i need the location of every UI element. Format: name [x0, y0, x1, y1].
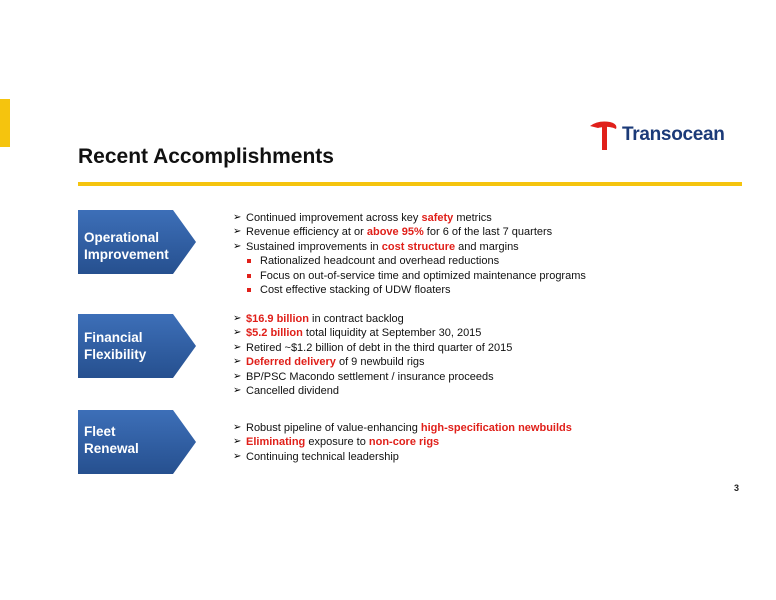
bullet-item: ➢ Robust pipeline of value-enhancing high-specification newbuilds [233, 422, 572, 434]
arrow-bullet-icon: ➢ [233, 240, 242, 252]
arrow-bullet-icon: ➢ [233, 385, 242, 397]
arrow-bullet-icon: ➢ [233, 356, 242, 368]
title-underline [78, 182, 742, 186]
square-bullet-icon [247, 259, 251, 263]
chevron-label-line1: Fleet [84, 424, 116, 439]
chevron-financial-flexibility [78, 314, 198, 378]
chevron-operational-improvement [78, 210, 198, 274]
chevron-label-line2: Flexibility [84, 347, 147, 362]
sub-bullet-item: Focus on out-of-service time and optimized maintenance programs [233, 269, 586, 283]
chevron-label-line1: Financial [84, 330, 143, 345]
chevron-label-line1: Operational [84, 230, 160, 245]
bullet-list-operational [233, 211, 586, 297]
bullet-item: ➢ Cancelled dividend [233, 385, 339, 398]
bullet-item: ➢ Continued improvement across key safety metrics [233, 212, 492, 224]
bullet-list-fleet [233, 421, 572, 464]
bullet-list-financial [233, 312, 512, 398]
arrow-bullet-icon: ➢ [233, 450, 242, 462]
arrow-bullet-icon: ➢ [233, 212, 242, 223]
arrow-bullet-icon: ➢ [233, 313, 242, 324]
arrow-bullet-icon: ➢ [233, 370, 242, 382]
sub-bullet-item: Cost effective stacking of UDW floaters [233, 283, 586, 297]
bullet-item: ➢ $16.9 billion in contract backlog [233, 313, 404, 325]
arrow-bullet-icon: ➢ [233, 341, 242, 353]
bullet-item: ➢ $5.2 billion total liquidity at September 30, 2015 [233, 327, 482, 340]
logo-text: Transocean [622, 124, 725, 145]
sub-bullet-item: Rationalized headcount and overhead reductions [233, 254, 586, 268]
transocean-logo [588, 118, 725, 152]
accent-bar [0, 99, 10, 147]
square-bullet-icon [247, 288, 251, 292]
chevron-label-line2: Renewal [84, 441, 139, 456]
bullet-item: ➢ Deferred delivery of 9 newbuild rigs [233, 356, 425, 369]
bullet-item: ➢ Eliminating exposure to non-core rigs [233, 436, 440, 449]
arrow-bullet-icon: ➢ [233, 327, 242, 339]
transocean-logo-icon [588, 118, 620, 152]
page-title: Recent Accomplishments [78, 145, 334, 168]
arrow-bullet-icon: ➢ [233, 226, 242, 238]
square-bullet-icon [247, 274, 251, 278]
chevron-fleet-renewal [78, 410, 198, 474]
bullet-item: ➢ Sustained improvements in cost structure and margins [233, 240, 519, 253]
arrow-bullet-icon: ➢ [233, 436, 242, 448]
chevron-label-line2: Improvement [84, 247, 169, 262]
bullet-item: ➢ BP/PSC Macondo settlement / insurance proceeds [233, 370, 494, 383]
page-number: 3 [734, 483, 740, 493]
bullet-item: ➢ Continuing technical leadership [233, 450, 399, 463]
bullet-item: ➢ Retired ~$1.2 billion of debt in the third quarter of 2015 [233, 341, 513, 354]
arrow-bullet-icon: ➢ [233, 422, 242, 433]
bullet-item: ➢ Revenue efficiency at or above 95% for 6 of the last 7 quarters [233, 226, 553, 239]
